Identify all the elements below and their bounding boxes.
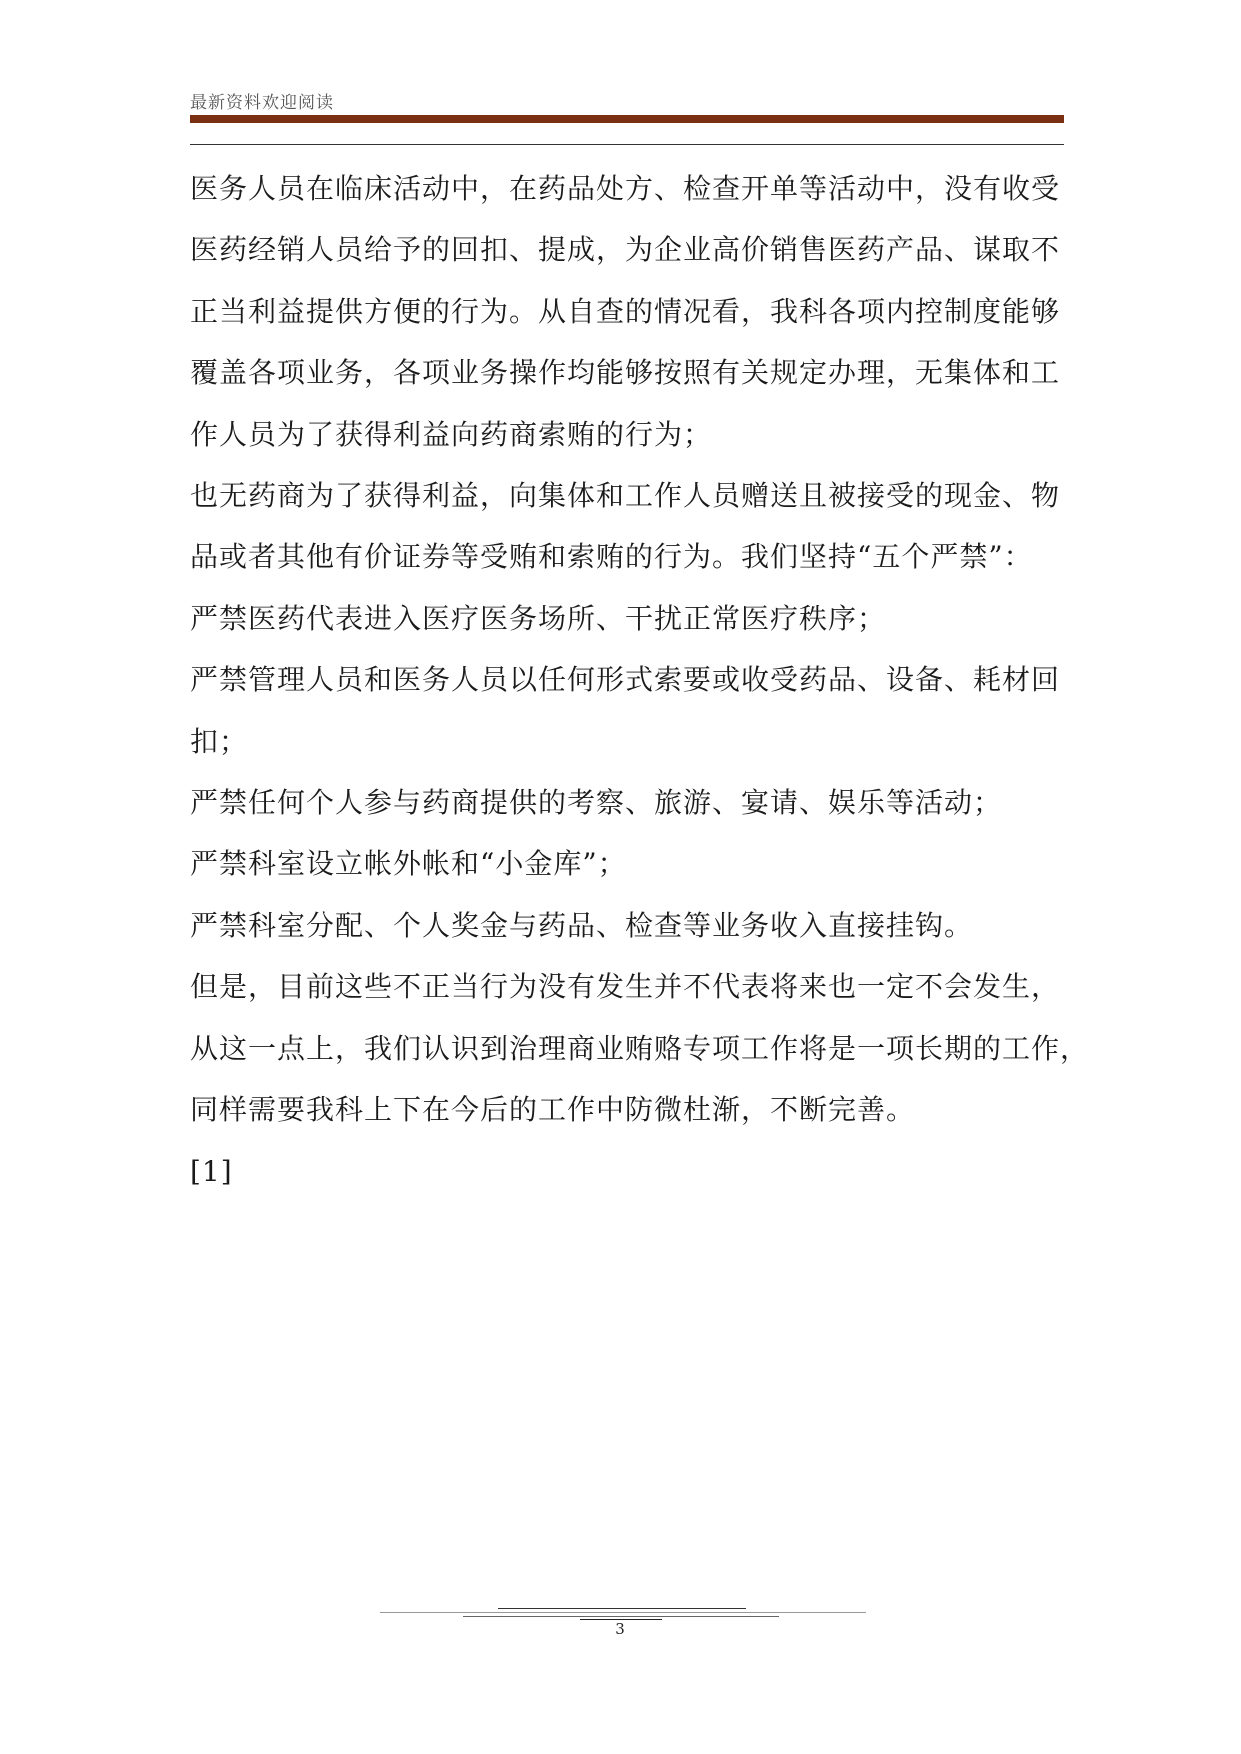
body-line: 医务人员在临床活动中，在药品处方、检查开单等活动中，没有收受 — [190, 172, 1061, 205]
body-line: 严禁任何个人参与药商提供的考察、旅游、宴请、娱乐等活动； — [190, 786, 1003, 820]
body-line: 也无药商为了获得利益，向集体和工作人员赠送且被接受的现金、物 — [190, 479, 1061, 513]
page-number: 3 — [615, 1620, 625, 1638]
header-rule-thick — [190, 115, 1064, 123]
body-line: 但是，目前这些不正当行为没有发生并不代表将来也一定不会发生， — [190, 970, 1061, 1004]
body-line: 覆盖各项业务，各项业务操作均能够按照有关规定办理，无集体和工 — [190, 356, 1061, 390]
body-line: 严禁科室设立帐外帐和“小金库”； — [190, 847, 627, 881]
body-line: 从这一点上，我们认识到治理商业贿赂专项工作将是一项长期的工作， — [190, 1031, 1090, 1065]
body-line: 扣； — [190, 724, 249, 758]
footer-rule — [463, 1616, 779, 1617]
body-line: 正当利益提供方便的行为。从自查的情况看，我科各项内控制度能够 — [190, 294, 1061, 328]
document-body — [190, 158, 1090, 1202]
header-rule-thin — [190, 144, 1064, 145]
footer-rule — [380, 1612, 866, 1613]
body-line: 严禁科室分配、个人奖金与药品、检查等业务收入直接挂钩。 — [190, 908, 974, 942]
body-line: 严禁管理人员和医务人员以任何形式索要或收受药品、设备、耗材回 — [190, 663, 1061, 697]
body-line: 作人员为了获得利益向药商索贿的行为； — [190, 417, 713, 451]
running-header: 最新资料欢迎阅读 — [190, 93, 334, 113]
body-line: 同样需要我科上下在今后的工作中防微杜渐，不断完善。 — [190, 1093, 916, 1127]
body-line: 品或者其他有价证券等受贿和索贿的行为。我们坚持“五个严禁”： — [190, 540, 1033, 574]
footer-rule — [498, 1608, 746, 1609]
citation-marker: [1] — [190, 1154, 233, 1188]
body-line: 医药经销人员给予的回扣、提成，为企业高价销售医药产品、谋取不 — [190, 233, 1061, 267]
body-line: 严禁医药代表进入医疗医务场所、干扰正常医疗秩序； — [190, 601, 887, 635]
